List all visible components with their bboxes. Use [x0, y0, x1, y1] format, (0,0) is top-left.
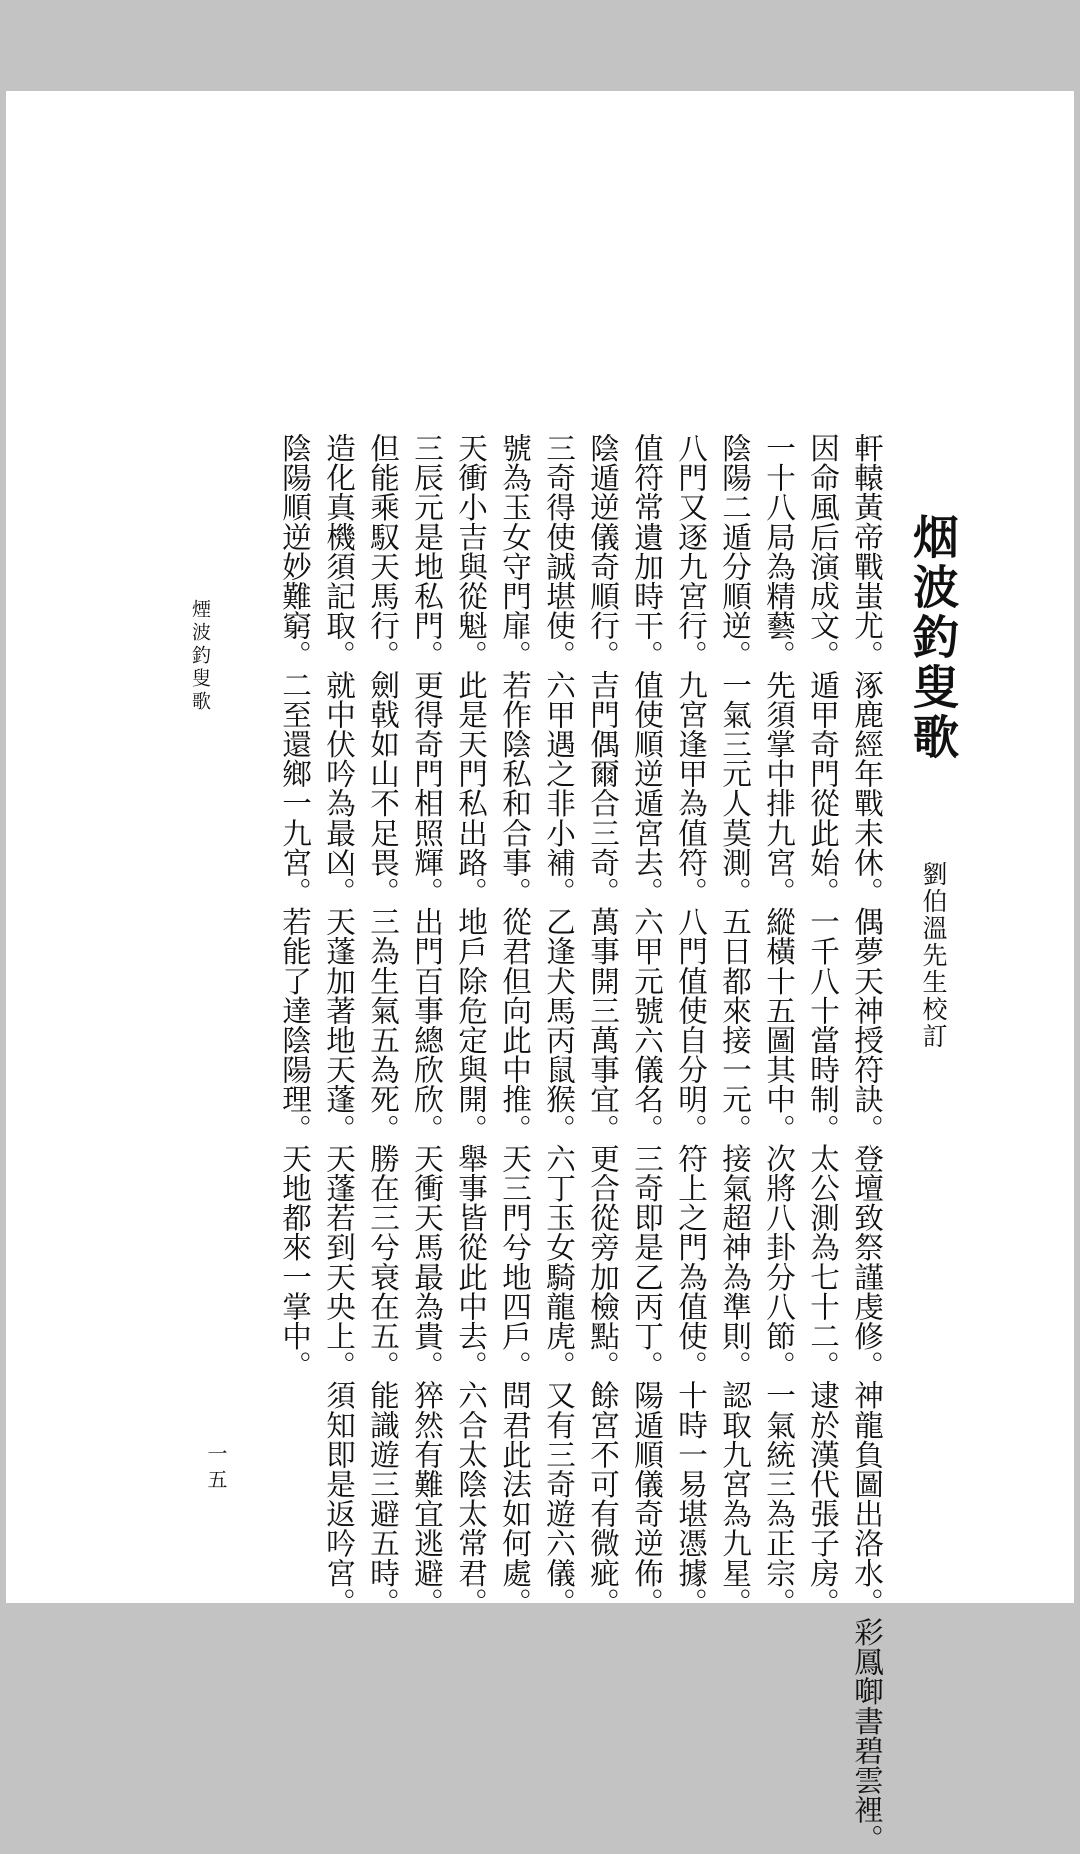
text-column: 因命風后演成文。遁甲奇門從此始。一千八十當時制。太公測為七十二。逮於漢代張子房。	[806, 433, 840, 1617]
author-credit: 劉伯溫先生校訂	[919, 861, 948, 1050]
text-column: 造化真機須記取。就中伏吟為最凶。天蓬加著地天蓬。天蓬若到天央上。須知即是返吟宮。	[322, 433, 356, 1617]
text-column: 陰陽順逆妙難窮。二至還鄉一九宮。若能了達陰陽理。天地都來一掌中。	[278, 433, 312, 1381]
book-page	[6, 91, 1074, 1854]
text-column: 一十八局為精藝。先須掌中排九宮。縱橫十五圖其中。次將八卦分八節。一氣統三為正宗。	[762, 433, 796, 1617]
text-column: 陰遁逆儀奇順行。吉門偶爾合三奇。萬事開三萬事宜。更合從旁加檢點。餘宮不可有微疵。	[586, 433, 620, 1617]
text-column: 值符常遺加時干。值使順逆遁宮去。六甲元號六儀名。三奇即是乙丙丁。陽遁順儀奇逆佈。	[630, 433, 664, 1617]
text-column: 軒轅黃帝戰蚩尤。涿鹿經年戰未休。偶夢天神授符訣。登壇致祭謹虔修。神龍負圖出洛水。彩鳳啣書碧雲裡。	[850, 433, 884, 1854]
text-column: 陰陽二遁分順逆。一氣三元人莫測。五日都來接一元。接氣超神為準則。認取九宮為九星。	[718, 433, 752, 1617]
text-column: 三辰元是地私門。更得奇門相照輝。出門百事總欣欣。天衝天馬最為貴。猝然有難宜逃避。	[410, 433, 444, 1617]
text-column: 天衝小吉與從魁。此是天門私出路。地戶除危定與開。舉事皆從此中去。六合太陰太常君。	[454, 433, 488, 1617]
page-number: 一五	[204, 1443, 228, 1495]
text-column: 號為玉女守門扉。若作陰私和合事。從君但向此中推。天三門兮地四戶。問君此法如何處。	[498, 433, 532, 1617]
page-title: 烟波釣叟歌	[906, 513, 960, 763]
running-title: 煙波釣叟歌	[189, 599, 211, 714]
text-column: 但能乘馭天馬行。劍戟如山不足畏。三為生氣五為死。勝在三兮衰在五。能識遊三避五時。	[366, 433, 400, 1617]
text-column: 八門又逐九宮行。九宮逢甲為值符。八門值使自分明。符上之門為值使。十時一易堪憑據。	[674, 433, 708, 1617]
text-column: 三奇得使誠堪使。六甲遇之非小補。乙逢犬馬丙鼠猴。六丁玉女騎龍虎。又有三奇遊六儀。	[542, 433, 576, 1617]
